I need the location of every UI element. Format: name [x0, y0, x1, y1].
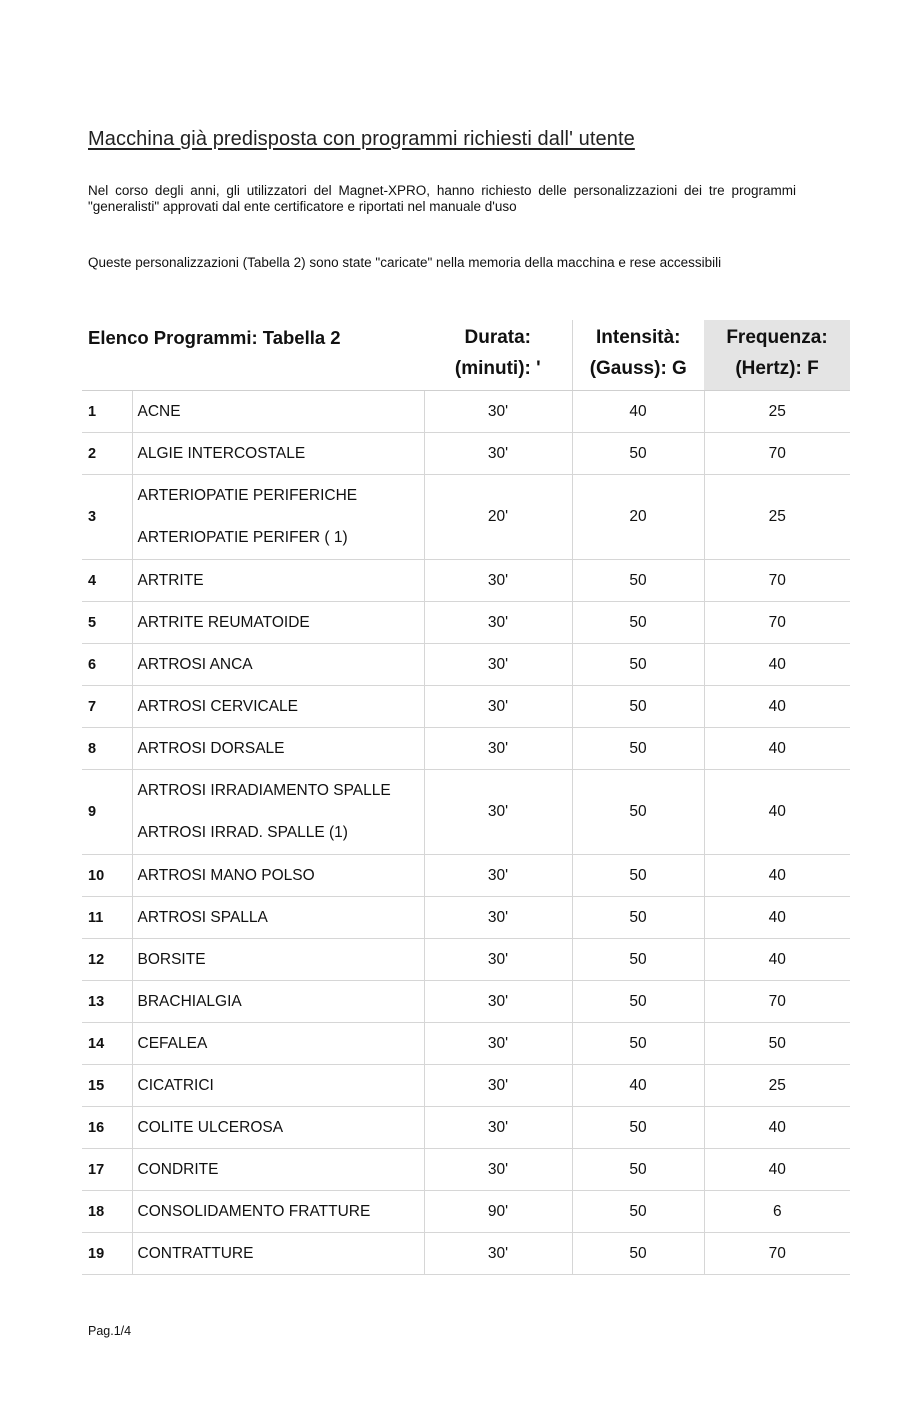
row-intensity: 50 [572, 770, 704, 855]
row-duration: 30' [424, 560, 572, 602]
row-duration: 30' [424, 1149, 572, 1191]
row-intensity: 50 [572, 433, 704, 475]
table-row [82, 433, 850, 475]
row-intensity: 50 [572, 855, 704, 897]
row-intensity: 50 [572, 1107, 704, 1149]
row-intensity: 50 [572, 897, 704, 939]
row-duration: 30' [424, 1065, 572, 1107]
row-frequency: 40 [704, 686, 850, 728]
header-frequency-line2: (Hertz): F [735, 358, 819, 379]
program-name-line2: ARTERIOPATIE PERIFER ( 1) [137, 529, 348, 546]
row-program-name [132, 770, 424, 855]
row-intensity: 40 [572, 1065, 704, 1107]
table-row [82, 981, 850, 1023]
row-intensity: 50 [572, 1233, 704, 1275]
row-program-name: BORSITE [132, 939, 424, 981]
row-number: 7 [82, 686, 132, 728]
row-intensity: 50 [572, 560, 704, 602]
row-number: 1 [82, 391, 132, 433]
row-program-name: BRACHIALGIA [132, 981, 424, 1023]
row-program-name: ARTRITE [132, 560, 424, 602]
row-frequency: 40 [704, 897, 850, 939]
row-frequency: 70 [704, 602, 850, 644]
header-duration-line2: (minuti): ' [454, 358, 541, 379]
table-row [82, 939, 850, 981]
row-number: 17 [82, 1149, 132, 1191]
row-duration: 30' [424, 433, 572, 475]
row-program-name: ARTRITE REUMATOIDE [132, 602, 424, 644]
row-frequency: 25 [704, 475, 850, 560]
row-number: 2 [82, 433, 132, 475]
header-duration-line1: Durata: [464, 327, 532, 348]
page-number: Pag.1/4 [88, 1324, 132, 1338]
table-row [82, 1191, 850, 1233]
row-program-name [132, 475, 424, 560]
row-intensity: 50 [572, 728, 704, 770]
row-intensity: 50 [572, 686, 704, 728]
row-number: 14 [82, 1023, 132, 1065]
row-number: 5 [82, 602, 132, 644]
row-intensity: 50 [572, 1023, 704, 1065]
row-duration: 30' [424, 939, 572, 981]
row-frequency: 25 [704, 391, 850, 433]
row-program-name: CICATRICI [132, 1065, 424, 1107]
row-frequency: 40 [704, 939, 850, 981]
header-duration [424, 320, 572, 391]
row-intensity: 50 [572, 644, 704, 686]
row-duration: 30' [424, 644, 572, 686]
row-frequency: 70 [704, 981, 850, 1023]
row-frequency: 70 [704, 433, 850, 475]
row-number: 9 [82, 770, 132, 855]
row-duration: 30' [424, 897, 572, 939]
table-row [82, 1107, 850, 1149]
table-row [82, 475, 850, 560]
row-program-name: ALGIE INTERCOSTALE [132, 433, 424, 475]
section-heading: Macchina già predisposta con programmi richiesti dall' utente [88, 128, 635, 150]
header-intensity [572, 320, 704, 391]
row-intensity: 50 [572, 1191, 704, 1233]
row-number: 15 [82, 1065, 132, 1107]
table-row [82, 686, 850, 728]
row-intensity: 50 [572, 981, 704, 1023]
row-program-name: ACNE [132, 391, 424, 433]
table-row [82, 1149, 850, 1191]
row-frequency: 40 [704, 644, 850, 686]
row-duration: 20' [424, 475, 572, 560]
program-name-line2: ARTROSI IRRAD. SPALLE (1) [137, 824, 348, 841]
row-frequency: 6 [704, 1191, 850, 1233]
table-row [82, 1065, 850, 1107]
row-number: 4 [82, 560, 132, 602]
row-number: 13 [82, 981, 132, 1023]
row-program-name: ARTROSI ANCA [132, 644, 424, 686]
row-duration: 30' [424, 1107, 572, 1149]
row-duration: 30' [424, 1023, 572, 1065]
table-row [82, 644, 850, 686]
intro-paragraph: Nel corso degli anni, gli utilizzatori del Magnet-XPRO, hanno richiesto delle personalizzazioni dei tre programmi "generalisti" approvati dal ente certificatore e riportati nel manuale d'uso [88, 183, 796, 214]
row-number: 18 [82, 1191, 132, 1233]
header-frequency-line1: Frequenza: [726, 327, 828, 348]
table-row [82, 855, 850, 897]
row-duration: 30' [424, 981, 572, 1023]
row-number: 16 [82, 1107, 132, 1149]
row-intensity: 20 [572, 475, 704, 560]
row-program-name: CONDRITE [132, 1149, 424, 1191]
customization-paragraph: Queste personalizzazioni (Tabella 2) sono state "caricate" nella memoria della macchina e rese accessibili [88, 255, 722, 270]
table-row [82, 1233, 850, 1275]
table-header-row [82, 320, 850, 391]
row-program-name: CONTRATTURE [132, 1233, 424, 1275]
table-row [82, 602, 850, 644]
row-frequency: 70 [704, 560, 850, 602]
row-intensity: 50 [572, 602, 704, 644]
row-frequency: 50 [704, 1023, 850, 1065]
table-row [82, 560, 850, 602]
row-duration: 90' [424, 1191, 572, 1233]
row-number: 12 [82, 939, 132, 981]
row-number: 19 [82, 1233, 132, 1275]
program-name-line1: ARTERIOPATIE PERIFERICHE [137, 487, 358, 504]
table-row [82, 391, 850, 433]
row-duration: 30' [424, 855, 572, 897]
table-row [82, 728, 850, 770]
row-duration: 30' [424, 728, 572, 770]
row-intensity: 50 [572, 939, 704, 981]
row-frequency: 40 [704, 1107, 850, 1149]
row-duration: 30' [424, 602, 572, 644]
header-intensity-line1: Intensità: [596, 327, 681, 348]
row-frequency: 40 [704, 855, 850, 897]
programs-table [82, 320, 850, 1275]
row-frequency: 40 [704, 1149, 850, 1191]
row-frequency: 40 [704, 728, 850, 770]
row-number: 10 [82, 855, 132, 897]
row-number: 3 [82, 475, 132, 560]
program-name-line1: ARTROSI IRRADIAMENTO SPALLE [137, 782, 391, 799]
row-program-name: CEFALEA [132, 1023, 424, 1065]
table-row [82, 770, 850, 855]
row-duration: 30' [424, 770, 572, 855]
header-intensity-line2: (Gauss): G [589, 358, 687, 379]
table-row [82, 897, 850, 939]
table-title: Elenco Programmi: Tabella 2 [82, 320, 424, 391]
row-number: 8 [82, 728, 132, 770]
row-frequency: 70 [704, 1233, 850, 1275]
row-intensity: 50 [572, 1149, 704, 1191]
row-program-name: ARTROSI DORSALE [132, 728, 424, 770]
row-intensity: 40 [572, 391, 704, 433]
table-row [82, 1023, 850, 1065]
row-frequency: 40 [704, 770, 850, 855]
row-program-name: ARTROSI SPALLA [132, 897, 424, 939]
row-program-name: COLITE ULCEROSA [132, 1107, 424, 1149]
row-number: 6 [82, 644, 132, 686]
row-duration: 30' [424, 686, 572, 728]
table-body [82, 391, 850, 1275]
row-program-name: ARTROSI MANO POLSO [132, 855, 424, 897]
row-number: 11 [82, 897, 132, 939]
row-frequency: 25 [704, 1065, 850, 1107]
row-program-name: ARTROSI CERVICALE [132, 686, 424, 728]
header-frequency [704, 320, 850, 391]
row-program-name: CONSOLIDAMENTO FRATTURE [132, 1191, 424, 1233]
row-duration: 30' [424, 391, 572, 433]
row-duration: 30' [424, 1233, 572, 1275]
